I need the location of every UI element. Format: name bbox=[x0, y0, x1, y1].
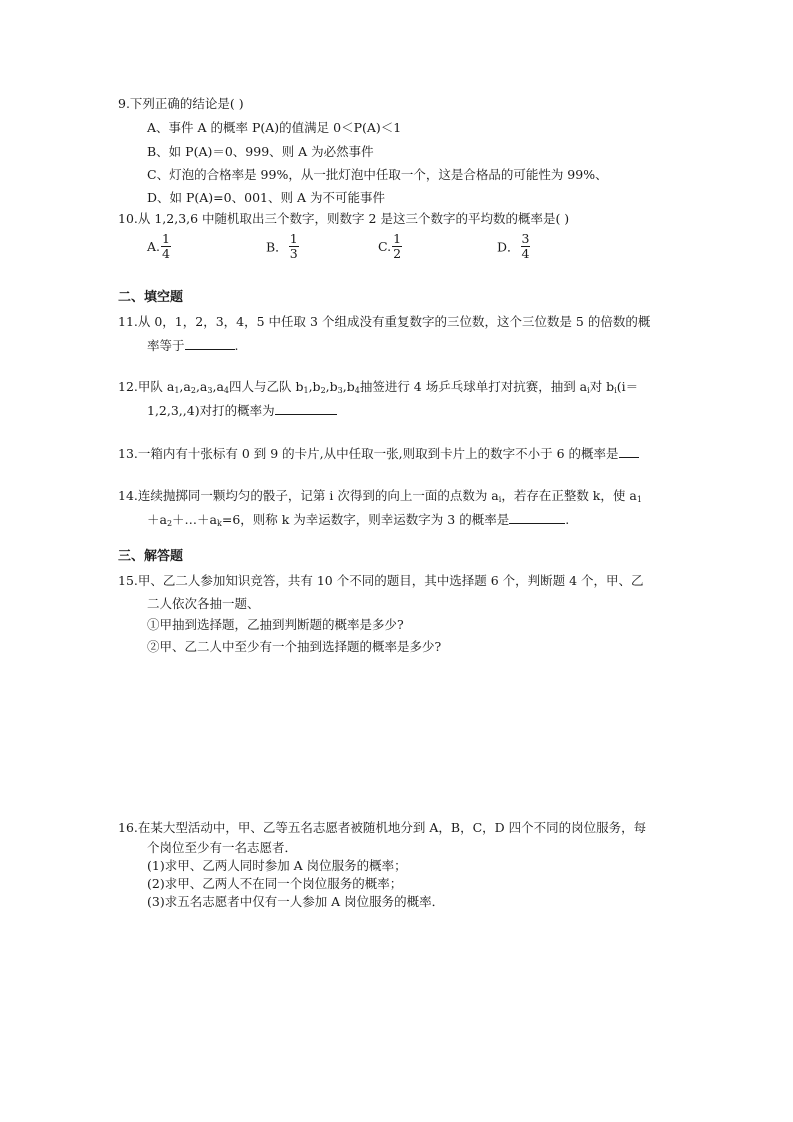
fraction-numerator: 1 bbox=[162, 231, 170, 246]
fraction-denominator: 4 bbox=[521, 246, 530, 261]
answer-blank bbox=[509, 511, 565, 524]
q15-line2: 二人依次各抽一题、 bbox=[147, 596, 260, 611]
section-heading-fill-in: 二、填空题 bbox=[118, 290, 184, 305]
q11-end: . bbox=[234, 338, 239, 353]
q12-text: 1,2,3,,4)对打的概率为 bbox=[147, 403, 275, 418]
q16-line2: 个岗位至少有一名志愿者． bbox=[147, 840, 298, 855]
q14-text: ＋a bbox=[147, 512, 167, 527]
q11-text: 率等于 bbox=[147, 338, 185, 353]
answer-blank bbox=[619, 445, 639, 458]
q10-stem: 10.从 1,2,3,6 中随机取出三个数字，则数字 2 是这三个数字的平均数的概率是( ) bbox=[118, 211, 570, 226]
q14-line2 bbox=[147, 511, 569, 532]
q11-line1: 11.从 0，1，2，3，4，5 中任取 3 个组成没有重复数字的三位数，这个三位数是 5 的倍数的概 bbox=[118, 314, 651, 329]
subscript: 2 bbox=[190, 386, 196, 395]
q9-stem: 9.下列正确的结论是( ) bbox=[118, 96, 244, 111]
subscript: 1 bbox=[636, 495, 642, 504]
q9-option-a: A、事件 A 的概率 P(A)的值满足 0＜P(A)＜1 bbox=[147, 120, 402, 135]
fraction-denominator: 4 bbox=[162, 246, 170, 261]
fraction-numerator: 3 bbox=[521, 231, 530, 246]
subscript: i bbox=[498, 495, 502, 504]
q10-option-b bbox=[266, 232, 299, 261]
q12-text: 12.甲队 a bbox=[118, 379, 175, 394]
q12-text: (i＝ bbox=[616, 379, 639, 394]
fraction bbox=[392, 232, 402, 261]
q10-option-d bbox=[497, 232, 530, 261]
section-heading-solutions: 三、解答题 bbox=[118, 549, 184, 564]
q16-part2: (2)求甲、乙两人不在同一个岗位服务的概率； bbox=[147, 876, 403, 891]
answer-blank bbox=[185, 337, 235, 350]
fraction-numerator: 1 bbox=[289, 231, 298, 246]
q16-part1: (1)求甲、乙两人同时参加 A 岗位服务的概率； bbox=[147, 858, 407, 873]
q14-text: =6，则称 k 为幸运数字，则幸运数字为 3 的概率是 bbox=[221, 512, 510, 527]
q10-option-a-label: A. bbox=[147, 239, 161, 254]
subscript: i bbox=[614, 386, 617, 395]
q11-line2 bbox=[147, 337, 239, 354]
q10-option-c-label: C. bbox=[378, 239, 392, 254]
subscript: 4 bbox=[354, 386, 360, 395]
q15-part2: ②甲、乙二人中至少有一个抽到选择题的概率是多少? bbox=[147, 639, 442, 654]
q10-option-a bbox=[147, 232, 171, 261]
q16-line1: 16.在某大型活动中，甲、乙等五名志愿者被随机地分到 A，B，C，D 四个不同的岗位服务，每 bbox=[118, 820, 647, 835]
subscript: 2 bbox=[166, 519, 173, 528]
q14-text: ，若存在正整数 k，使 a bbox=[501, 488, 637, 503]
q9-option-d: D、如 P(A)=0、001、则 A 为不可能事件 bbox=[147, 190, 385, 205]
q13-line bbox=[118, 445, 639, 462]
q10-option-c bbox=[378, 232, 402, 261]
subscript: 4 bbox=[223, 386, 229, 395]
fraction-denominator: 3 bbox=[289, 246, 298, 261]
subscript: 2 bbox=[320, 386, 326, 395]
q12-text: 抽签进行 4 场乒乓球单打对抗赛，抽到 a bbox=[359, 379, 588, 394]
q14-end: . bbox=[565, 512, 570, 527]
q12-line2 bbox=[147, 402, 337, 419]
q14-line1 bbox=[118, 488, 642, 508]
q9-option-b: B、如 P(A)＝0、999、则 A 为必然事件 bbox=[147, 144, 374, 159]
subscript: 3 bbox=[337, 386, 343, 395]
subscript: i bbox=[587, 386, 590, 395]
fraction bbox=[521, 232, 531, 261]
q14-text: 14.连续抛掷同一颗均匀的骰子，记第 i 次得到的向上一面的点数为 a bbox=[118, 488, 499, 503]
subscript: 1 bbox=[174, 386, 180, 395]
subscript: 1 bbox=[303, 386, 309, 395]
answer-blank bbox=[275, 402, 337, 415]
q15-line1: 15.甲、乙二人参加知识竞答，共有 10 个不同的题目，其中选择题 6 个，判断题 4 个，甲、乙 bbox=[118, 573, 644, 588]
subscript: k bbox=[217, 519, 222, 528]
subscript: 3 bbox=[207, 386, 213, 395]
fraction bbox=[161, 232, 171, 261]
q12-text: 四人与乙队 b bbox=[229, 379, 304, 394]
q12-text: 对 b bbox=[589, 379, 615, 394]
q12-line1: 12.甲队 $a_1,a_2,a_3,a_4$四人与乙队 $b_1,b_2,b_3,b_4$抽签进行 4 场乒乓球单打对抗赛，抽到 $a_i$对 $b_i(i=$ bbox=[118, 379, 639, 395]
fraction bbox=[289, 232, 299, 261]
q14-text: ＋…＋a bbox=[172, 512, 217, 527]
fraction-denominator: 2 bbox=[393, 246, 402, 261]
q15-part1: ①甲抽到选择题，乙抽到判断题的概率是多少? bbox=[147, 617, 404, 632]
q13-text: 13.一箱内有十张标有 0 到 9 的卡片,从中任取一张,则取到卡片上的数字不小于 6 的概率是 bbox=[118, 446, 619, 461]
q10-option-d-label: D． bbox=[497, 239, 520, 255]
q16-part3: (3)求五名志愿者中仅有一人参加 A 岗位服务的概率． bbox=[147, 894, 445, 909]
q9-option-c: C、灯泡的合格率是 99%，从一批灯泡中任取一个，这是合格品的可能性为 99%、 bbox=[147, 167, 608, 182]
fraction-numerator: 1 bbox=[393, 231, 402, 246]
q10-option-b-label: B． bbox=[266, 239, 288, 255]
